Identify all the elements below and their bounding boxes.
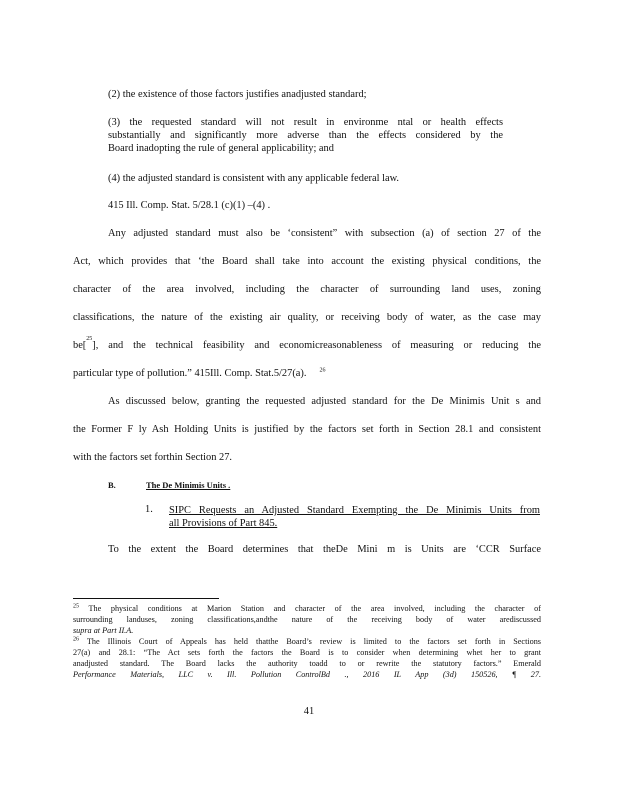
paragraph-line: Act, which provides that ‘the Board shall take into account the existing physical conditions, the (73, 256, 541, 267)
paragraph-line: with the factors set forthin Section 27. (73, 452, 233, 463)
item-3-line: (3) the requested standard will not result in environme ntal or health effects (108, 117, 503, 128)
item-4: (4) the adjusted standard is consistent with any applicable federal law. (108, 173, 400, 184)
footnote-divider (73, 598, 219, 599)
footnote-line (73, 626, 133, 637)
section-letter: B. (108, 480, 116, 490)
footnote-line (73, 604, 541, 615)
subsection-number: 1. (145, 504, 153, 515)
subsection-title (169, 504, 540, 530)
footnote-number: 26 (73, 636, 79, 643)
footnote-text: The Illinois Court of Appeals has held thatthe Board’s review is limited to the factors set forth in Sections (86, 637, 541, 646)
bracket-reference: 25 (86, 336, 93, 342)
section-title: The De Minimis Units . (146, 480, 231, 490)
footnote-reference: 26 (319, 367, 326, 374)
footnote-text: supra at Part II.A. (73, 626, 134, 635)
page-number: 41 (303, 706, 315, 717)
paragraph-line: classifications, the nature of the existing air quality, or receiving body of water, as the case may (73, 312, 541, 323)
footnote-line: 27(a) and 28.1: “The Act sets forth the factors the Board is to consider when determining whet her to grant (73, 648, 541, 657)
paragraph-line: To the extent the Board determines that theDe Mini m is Units are ‘CCR Surface (108, 544, 541, 555)
subsection-title-line: SIPC Requests an Adjusted Standard Exempting the De Minimis Units from (169, 505, 540, 516)
paragraph-text: ], and the technical feasibility and economicreasonableness of measuring or reducing the (92, 340, 541, 351)
footnote-line: anadjusted standard. The Board lacks the authority toadd to or rewrite the statutory factors.” Emerald (73, 659, 541, 668)
paragraph-text: particular type of pollution.” 415Ill. Comp. Stat.5/27(a). (73, 368, 307, 379)
item-2: (2) the existence of those factors justifies anadjusted standard; (108, 89, 367, 100)
paragraph-line (73, 336, 541, 352)
statute-citation: 415 Ill. Comp. Stat. 5/28.1 (c)(1) –(4) . (108, 200, 271, 211)
paragraph-line: character of the area involved, including the character of surrounding land uses, zoning (73, 284, 541, 295)
footnote-line: Performance Materials, LLC v. Ill. Pollution ControlBd ., 2016 IL App (3d) 150526, ¶ 27. (73, 670, 541, 679)
item-3-line: substantially and significantly more adverse than the effects considered by the (108, 130, 503, 141)
paragraph-line (73, 367, 325, 380)
item-3-line: Board inadopting the rule of general applicability; and (108, 143, 334, 154)
footnote-number: 25 (73, 603, 79, 610)
footnote-text: The physical conditions at Marion Station and character of the area involved, including the character of (88, 604, 541, 613)
paragraph-text: be[ (73, 340, 87, 351)
paragraph-line: Any adjusted standard must also be ‘consistent” with subsection (a) of section 27 of the (108, 228, 541, 239)
paragraph-line: the Former F ly Ash Holding Units is justified by the factors set forth in Section 28.1 and consistent (73, 424, 541, 435)
subsection-title-line: all Provisions of Part 845. (169, 518, 278, 529)
footnote-line: surrounding landuses, zoning classifications,andthe nature of the receiving body of water arediscussed (73, 615, 541, 624)
footnote-line (73, 637, 541, 648)
paragraph-line: As discussed below, granting the requested adjusted standard for the De Minimis Unit s and (108, 396, 541, 407)
